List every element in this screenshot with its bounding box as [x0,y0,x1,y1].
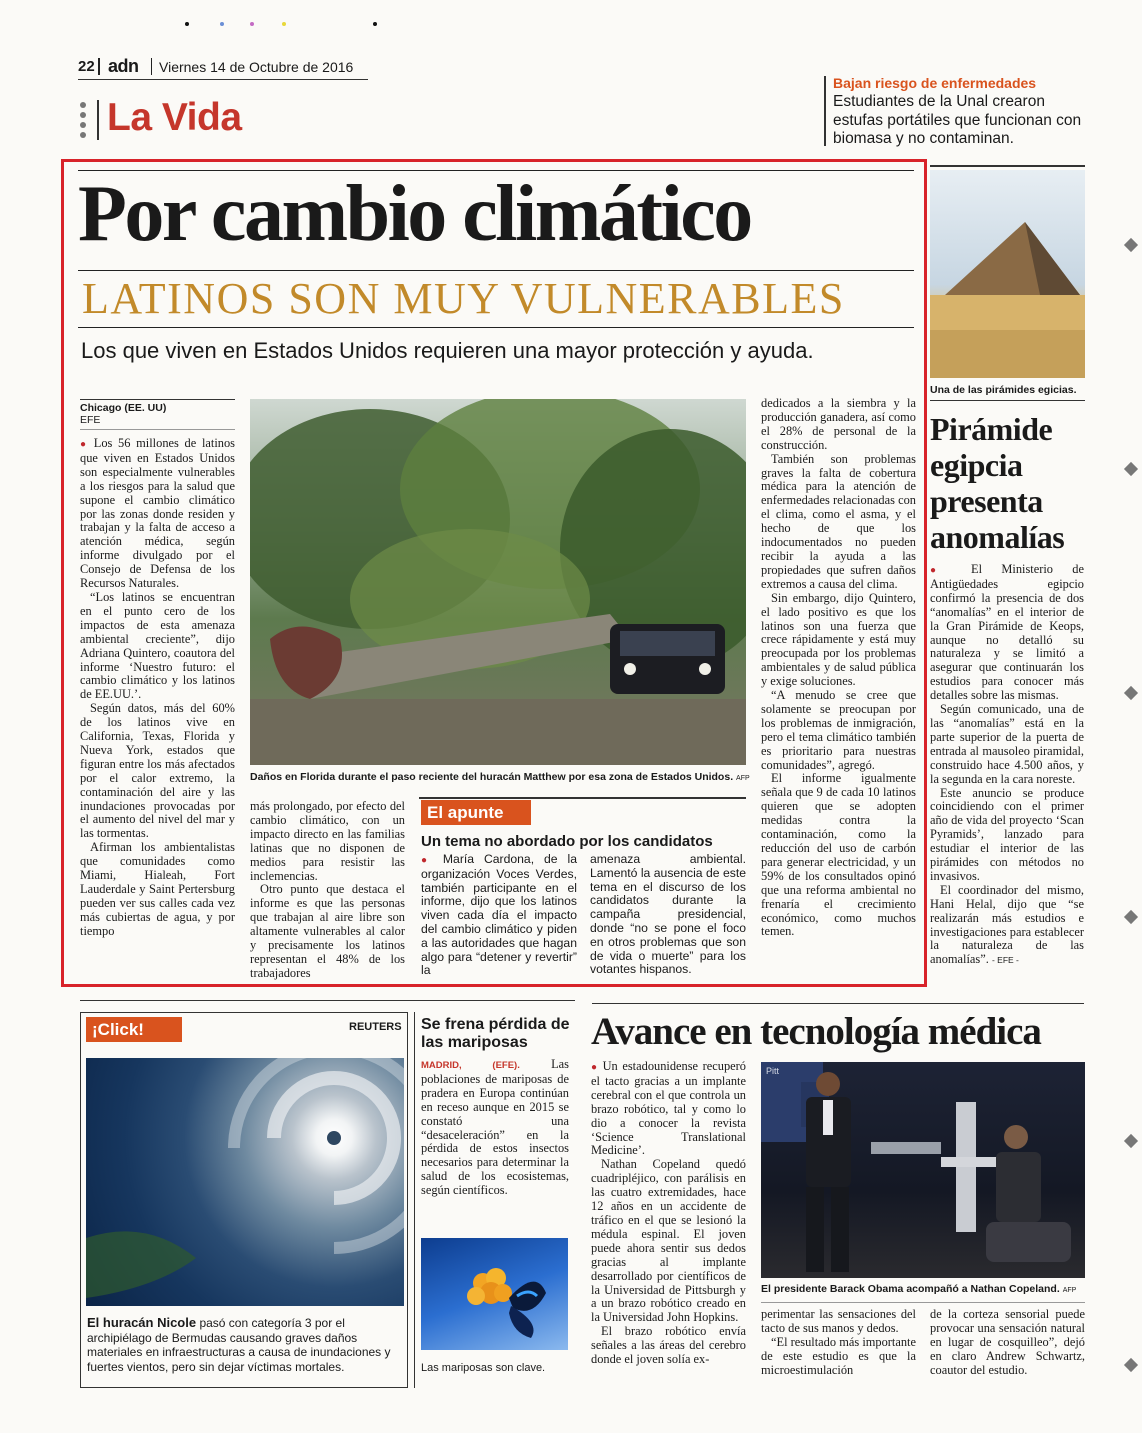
butterfly-photo-caption: Las mariposas son clave. [421,1362,546,1374]
issue-date: Viernes 14 de Octubre de 2016 [159,59,354,75]
tech-col-2 [761,1308,916,1378]
main-col-1-p4: Afirman los ambientalistas que comunidades como Miami, Hialeah, Fort Lauderdale y Saint Pertersburg pueden ver sus calles cada vez más cubiertas de agua, y por tiempo [80,840,235,938]
obama-copeland-photo [761,1062,1085,1278]
main-col-4-p3: Sin embargo, dijo Quintero, el lado positivo es que los latinos son una fuerza que crece rápidamente y está muy preocupada por los problemas ambientales y de salud pública y exige soluciones. [761,590,916,689]
agency: EFE [80,414,101,426]
tech-col-3-p1: de la corteza sensorial puede provocar una sensación natural en lugar de cosquilleo”, dejó en claro Andrew Schwartz, coautor del estudio. [930,1307,1085,1377]
teaser-text: Estudiantes de la Unal crearon estufas portátiles que funcionan con biomasa y no contaminan. [833,93,1082,147]
main-photo-caption: Daños en Florida durante el paso reciente del huracán Matthew por esa zona de Estados Unidos. AFP [250,771,750,783]
pyramid-photo [930,170,1085,378]
main-col-4-p4: “A menudo se cree que solamente se preocupan por los problemas de inmigración, pero el tema climático también es prioritario para nuestras comunidades”, agregó. [761,688,916,772]
pyramid-headline: Pirámide egipcia presenta anomalías [930,411,1065,555]
tech-col-1-p3: El brazo robótico envía señales a las áreas del cerebro donde el joven solía ex- [591,1324,746,1367]
main-col-1-p2: “Los latinos se encuentran en el punto cero de los impactos de esta amenaza ambiental creciente”, dijo Adriana Quintero, coautora del informe ‘Nuestro futuro: el cambio climático y los latinos de EE.UU.’. [80,589,235,702]
butterfly-headline: Se frena pérdida de las mariposas [421,1016,570,1051]
tech-col-2-p1: perimentar las sensaciones del tacto de sus manos y dedos. [761,1307,916,1335]
sidebar-col-1: ● María Cardona, de la organización Voces Verdes, también participante en el informe, dijo que los latinos viven cada día el impacto del cambio climático y piden a las autoridades que hagan algo para “detener y revertir” la [421,852,577,978]
sidebar-col-2: amenaza ambiental. Lamentó la ausencia de este tema en el discurso de los candidatos durante la campaña presidencial, donde “no se pone el foco en otros problemas que son de vida o muerte” para los votantes hispanos. [590,852,746,977]
click-credit: REUTERS [349,1021,402,1033]
click-caption: El huracán Nicole pasó con categoría 3 por el archipiélago de Bermudas causando graves daños materiales en infraestructuras a causa de inundaciones y fuertes vientos, pero sin dejar víctimas mortales. [87,1315,391,1374]
page-number: 22 [78,58,95,75]
tech-col-1-p1: ● Un estadounidense recuperó el tacto gracias a un implante cerebral con el que controla un brazo robótico, tal y como lo dio a conocer la revista ‘Science Translational Medicine’. [591,1059,747,1158]
tech-col-3 [930,1308,1085,1378]
main-subheadline: LATINOS SON MUY VULNERABLES [82,274,845,323]
section-dots [78,102,88,138]
main-col-1-p1: ● Los 56 millones de latinos que viven en Estados Unidos son especialmente vulnerables a los riesgos para la salud que supone el cambio climático por las zonas donde residen y trabajan y la falta de acceso a atención médica, según informe divulgado por el Consejo de Defensa de los Recursos Naturales. [80,436,235,591]
butterfly-text: MADRID, (EFE). Las poblaciones de mariposas de pradera en Europa continúan en receso aunque en 2015 se constató una “desaceleración” en la pérdida de estos insectos necesarios para determinar la salud de los ecosistemas, según científicos. [421,1057,569,1198]
hurricane-damage-photo [250,399,746,765]
tech-col-1-p2: Nathan Copeland quedó cuadripléjico, con parálisis en las cuatro extremidades, hace 12 años en un accidente de tráfico en el que se lesionó la médula espinal. El joven puede ahora sentir sus dedos gracias al implante desarrollado por científicos de la Universidad de Pittsburgh y a un brazo robótico creado en la Universidad John Hopkins. [591,1157,746,1325]
main-headline: Por cambio climático [78,170,751,258]
hurricane-satellite-photo [86,1058,404,1306]
main-col-2 [250,800,405,980]
tech-col-1 [591,1060,746,1367]
main-col-4 [761,397,916,982]
tech-headline: Avance en tecnología médica [591,1010,1041,1053]
dateline: Chicago (EE. UU) [80,402,167,414]
main-deck: Los que viven en Estados Unidos requieren una mayor protección y ayuda. [81,338,814,363]
header-rule [78,79,368,80]
main-col-2-p2: Otro punto que destaca el informe es que las personas que trabajan al aire libre son altamente vulnerables al calor y precisamente los latinos representan el 48% de los trabajadores [250,882,405,980]
brand-logo: adn [108,56,139,76]
click-label: ¡Click! [86,1017,182,1042]
print-registration-marks [185,20,385,28]
page-header [78,56,498,78]
margin-marks [1126,240,1142,1380]
pyramid-p3: Este anuncio se produce coincidiendo con el primer año de vida del proyecto ‘Scan Pyramids’, lanzado para estudiar el interior de las pirámides con métodos no invasivos. [930,785,1084,883]
main-col-4-p1: dedicados a la siembra y la producción ganadera, así como el 28% de personal de la construcción. [761,396,916,452]
sidebar-title: Un tema no abordado por los candidatos [421,833,713,850]
pyramid-p4: El coordinador del mismo, Hani Helal, dijo que “se realizarán más estudios e investigaciones para establecer la naturaleza de las anomalías”. - EFE - [930,882,1084,967]
main-col-4-p2: También son problemas graves la falta de cobertura médica para la atención de enfermedades relacionadas con el clima, como el asma, y el hecho de que los indocumentados no pueden recibir la ayuda a las propiedades que sufren daños extremos a causa del clima. [761,451,916,591]
teaser-kicker: Bajan riesgo de enfermedades [833,75,1037,91]
main-col-1 [80,437,235,977]
sidebar-label: El apunte [421,800,531,825]
tech-col-2-p2: “El resultado más importante de este estudio es que la microestimulación [761,1334,916,1377]
pyramid-p1: ● El Ministerio de Antigüedades egipcio confirmó la presencia de dos “anomalías” en el interior de la Gran Pirámide de Keops, aunque no detalló su naturaleza y se limitó a asegurar que continuarán los estudios para conocer más detalles sobre las mismas. [930,562,1085,703]
tech-photo-caption: El presidente Barack Obama acompañó a Nathan Copeland. AFP [761,1283,1077,1295]
pyramid-body [930,563,1084,968]
photo-sign-pitt: Pitt [766,1066,780,1076]
pyramid-p2: Según comunicado, una de las “anomalías” está en la parte superior de la puerta de entrada al mausoleo piramidal, construido hace 4.500 años, y la segunda en la cara noreste. [930,702,1084,786]
pyramid-photo-caption: Una de las pirámides egicias. [930,384,1077,396]
section-title: La Vida [107,96,242,139]
main-col-4-p5: El informe igualmente señala que 9 de cada 10 latinos quieren que se adopten medidas contra la contaminación, como la reducción del uso de carbón para generar electricidad, y un 59% de los consultados opinó que una reforma ambiental no frenaría el crecimiento económico, como muchos temen. [761,771,916,939]
main-col-2-p1: más prolongado, por efecto del cambio climático, con un impacto directo en las familias latinas que no disponen de medios para resistir las inclemencias. [250,799,405,883]
main-col-1-p3: Según datos, más del 60% de los latinos vive en California, Texas, Florida y Nueva York, estados que figuran entre los más afectados por el calor extremo, la contaminación del aire y las inundaciones provocadas por el aumento del nivel del mar y las tormentas. [80,701,235,841]
butterfly-photo [421,1238,568,1350]
